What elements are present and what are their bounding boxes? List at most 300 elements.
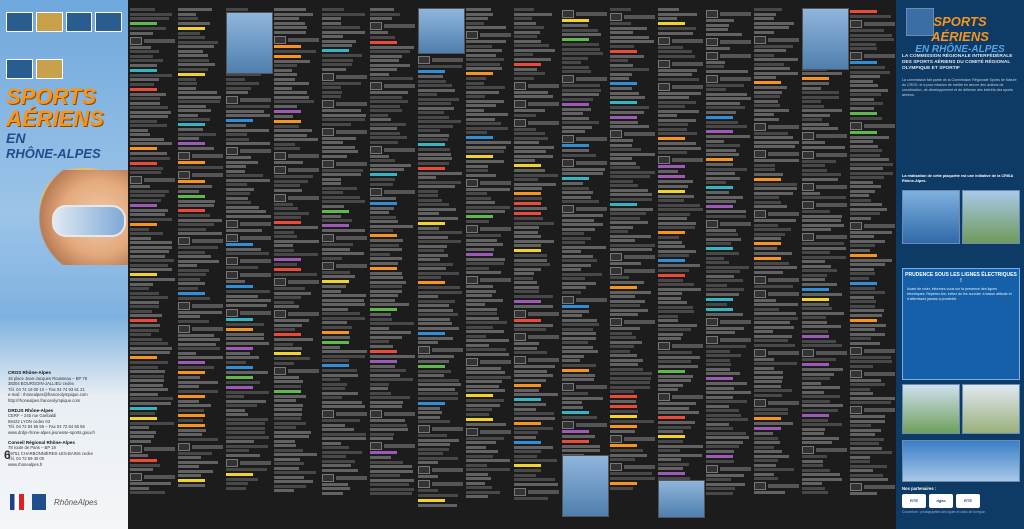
directory-entry-line <box>370 428 408 431</box>
directory-entry-line <box>322 35 343 38</box>
directory-entry-line <box>322 191 343 194</box>
directory-entry-line <box>514 44 549 47</box>
directory-entry-line <box>850 203 882 206</box>
department-header <box>130 446 175 452</box>
directory-entry-line <box>754 446 774 449</box>
directory-entry-line <box>466 367 501 370</box>
directory-entry-line <box>754 491 785 494</box>
directory-entry-line <box>754 145 795 148</box>
directory-entry-line <box>850 287 875 290</box>
discipline-label <box>322 224 349 227</box>
directory-entry-line <box>226 290 270 293</box>
directory-entry-line <box>322 243 353 246</box>
right-title-line2: EN RHÔNE-ALPES <box>915 44 1005 55</box>
directory-entry-line <box>130 397 173 400</box>
directory-entry-line <box>706 47 730 50</box>
department-header <box>850 484 895 490</box>
directory-entry-line <box>466 146 506 149</box>
directory-entry-line <box>322 109 361 112</box>
department-header <box>850 223 895 229</box>
directory-entry-line <box>178 204 214 207</box>
directory-entry-line <box>466 348 506 351</box>
discipline-label <box>466 72 493 75</box>
discipline-label <box>178 180 205 183</box>
directory-entry-line <box>562 29 598 32</box>
directory-entry-line <box>178 228 206 231</box>
directory-entry-line <box>658 50 692 53</box>
directory-entry-line <box>418 434 447 437</box>
directory-entry-line <box>706 432 746 435</box>
directory-entry-line <box>370 272 402 275</box>
directory-entry-line <box>706 279 743 282</box>
directory-entry-line <box>178 223 214 226</box>
directory-entry-line <box>514 427 553 430</box>
directory-entry-line <box>370 387 388 390</box>
directory-entry-line <box>130 46 151 49</box>
discipline-label <box>706 116 733 119</box>
directory-entry-line <box>178 214 210 217</box>
directory-entry-line <box>418 309 453 312</box>
directory-entry-line <box>418 185 455 188</box>
directory-entry-line <box>562 286 586 289</box>
directory-entry-line <box>514 431 538 434</box>
directory-entry-line <box>562 66 589 69</box>
directory-entry-line <box>514 141 539 144</box>
directory-entry-line <box>178 356 223 359</box>
department-header <box>802 350 847 356</box>
directory-entry-line <box>706 409 739 412</box>
discipline-label <box>274 120 301 123</box>
directory-entry-line <box>466 423 506 426</box>
directory-entry-line <box>418 245 447 248</box>
directory-entry-line <box>130 426 149 429</box>
directory-entry-line <box>178 68 208 71</box>
directory-entry-line <box>706 387 734 390</box>
directory-entry-line <box>706 177 740 180</box>
directory-entry-line <box>802 118 822 121</box>
directory-entry-line <box>322 187 357 190</box>
directory-entry-line <box>226 395 244 398</box>
directory-entry-line <box>130 237 151 240</box>
department-header <box>754 211 799 217</box>
department-header <box>274 279 319 285</box>
discipline-label <box>130 162 157 165</box>
directory-entry-line <box>466 40 506 43</box>
directory-entry-line <box>130 111 171 114</box>
directory-entry-line <box>754 455 789 458</box>
directory-entry-line <box>610 304 640 307</box>
directory-entry-line <box>418 236 448 239</box>
directory-entry-line <box>370 355 415 358</box>
directory-entry-line <box>466 473 488 476</box>
discipline-label <box>130 22 157 25</box>
directory-entry-line <box>370 183 393 186</box>
directory-entry-line <box>466 243 503 246</box>
directory-entry-line <box>610 354 637 357</box>
contact-cros: CROS Rhône-Alpes 16 place Jean-Jacques Rousseau – BP 79 38304 BOURGOIN-JALLIEU cedex Tél. 04 74 19 00 10 – Fax 04 74 93 61 21 e-mail : rhonealpes@franceolympique.com http://rhonealpes.franceolympique.com <box>8 370 88 403</box>
department-header <box>322 101 367 107</box>
directory-entry-line <box>658 328 691 331</box>
directory-entry-line <box>514 17 532 20</box>
directory-entry-line <box>322 428 354 431</box>
discipline-label <box>226 386 253 389</box>
directory-entry-line <box>610 400 636 403</box>
directory-entry-line <box>658 279 683 282</box>
directory-entry-line <box>754 118 779 121</box>
discipline-label <box>658 472 685 475</box>
directory-entry-line <box>130 194 165 197</box>
directory-entry-line <box>562 282 596 285</box>
directory-entry-line <box>802 256 846 259</box>
directory-entry-line <box>226 174 263 177</box>
directory-entry-line <box>850 465 887 468</box>
directory-entry-line <box>706 492 733 495</box>
directory-entry-line <box>226 449 249 452</box>
discipline-label <box>274 110 301 113</box>
discipline-label <box>370 202 397 205</box>
directory-entry-line <box>130 78 159 81</box>
directory-entry-line <box>370 118 391 121</box>
discipline-label <box>466 136 493 139</box>
directory-entry-line <box>658 46 683 49</box>
department-header <box>802 447 847 453</box>
directory-entry-line <box>706 474 744 477</box>
directory-entry-line <box>514 169 545 172</box>
directory-entry-line <box>754 362 797 365</box>
directory-entry-line <box>706 121 738 124</box>
directory-entry-line <box>850 249 870 252</box>
directory-entry-line <box>514 31 540 34</box>
directory-entry-line <box>562 374 595 377</box>
directory-entry-line <box>658 292 682 295</box>
discipline-label <box>706 186 733 189</box>
directory-entry-line <box>562 255 593 258</box>
directory-entry-line <box>226 371 268 374</box>
directory-entry-line <box>802 242 844 245</box>
directory-entry-line <box>658 222 696 225</box>
discipline-label <box>178 371 205 374</box>
discipline-label <box>610 50 637 53</box>
directory-entry-line <box>370 211 389 214</box>
directory-entry-line <box>610 390 634 393</box>
directory-entry-line <box>322 141 343 144</box>
directory-entry-line <box>562 250 581 253</box>
directory-entry-line <box>322 219 352 222</box>
directory-entry-line <box>130 264 168 267</box>
directory-entry-line <box>274 226 318 229</box>
department-header <box>610 131 655 137</box>
department-header <box>850 348 895 354</box>
department-header <box>322 129 367 135</box>
directory-entry-line <box>706 368 730 371</box>
directory-entry-line <box>418 411 442 414</box>
directory-entry-line <box>274 17 299 20</box>
directory-entry-line <box>274 385 301 388</box>
directory-entry-line <box>658 78 699 81</box>
discipline-label <box>562 430 589 433</box>
directory-entry-line <box>178 133 216 136</box>
directory-entry-line <box>658 269 689 272</box>
directory-entry-line <box>418 295 438 298</box>
discipline-label <box>514 398 541 401</box>
directory-entry-line <box>322 312 360 315</box>
directory-entry-line <box>754 91 782 94</box>
department-header <box>706 76 751 82</box>
directory-entry-line <box>370 50 410 53</box>
directory-entry-line <box>130 454 148 457</box>
directory-entry-line <box>370 253 390 256</box>
directory-entry-line <box>514 478 555 481</box>
directory-entry-line <box>226 352 250 355</box>
discipline-label <box>802 414 829 417</box>
directory-entry-line <box>322 469 358 472</box>
directory-entry-line <box>754 330 773 333</box>
directory-entry-line <box>754 367 774 370</box>
directory-entry-line <box>754 54 774 57</box>
discipline-label <box>322 364 349 367</box>
directory-entry-line <box>754 299 776 302</box>
department-header <box>610 464 655 470</box>
directory-entry-line <box>850 383 885 386</box>
discipline-label <box>370 350 397 353</box>
directory-entry-line <box>754 262 789 265</box>
directory-entry-line <box>706 200 736 203</box>
directory-entry-line <box>802 251 830 254</box>
directory-entry-line <box>610 226 633 229</box>
directory-entry-line <box>610 345 634 348</box>
directory-entry-line <box>466 404 500 407</box>
directory-entry-line <box>322 229 365 232</box>
directory-entry-line <box>754 13 776 16</box>
directory-entry-line <box>178 255 211 258</box>
directory-entry-line <box>274 244 293 247</box>
directory-entry-line <box>418 439 459 442</box>
directory-entry-line <box>274 50 316 53</box>
directory-entry-line <box>658 250 696 253</box>
directory-entry-line <box>802 377 830 380</box>
directory-entry-line <box>226 206 259 209</box>
directory-entry-line <box>706 163 733 166</box>
directory-entry-line <box>418 327 459 330</box>
directory-entry-line <box>226 391 269 394</box>
directory-entry-line <box>466 335 486 338</box>
directory-entry-line <box>178 13 196 16</box>
directory-entry-line <box>802 404 843 407</box>
directory-entry-line <box>610 336 636 339</box>
directory-entry-line <box>274 453 317 456</box>
directory-entry-line <box>226 418 268 421</box>
discipline-label <box>562 103 589 106</box>
directory-entry-line <box>322 369 357 372</box>
discipline-label <box>418 143 445 146</box>
directory-entry-line <box>370 248 402 251</box>
directory-entry-line <box>706 181 726 184</box>
directory-entry-line <box>610 300 645 303</box>
directory-entry-line <box>706 441 743 444</box>
directory-entry-line <box>706 450 734 453</box>
directory-entry-line <box>754 224 778 227</box>
directory-entry-line <box>418 98 459 101</box>
directory-entry-line <box>562 168 605 171</box>
directory-entry-line <box>178 409 204 412</box>
directory-entry-line <box>322 146 355 149</box>
discipline-label <box>562 19 589 22</box>
directory-entry-line <box>178 343 216 346</box>
directory-entry-line <box>418 300 455 303</box>
directory-entry-line <box>274 435 309 438</box>
discipline-label <box>466 215 493 218</box>
directory-column <box>226 8 271 522</box>
directory-entry-line <box>274 480 313 483</box>
directory-entry-line <box>370 401 403 404</box>
directory-entry-line <box>130 250 169 253</box>
discipline-label <box>802 335 829 338</box>
directory-entry-line <box>274 362 294 365</box>
directory-entry-line <box>466 160 504 163</box>
discipline-label <box>610 425 637 428</box>
department-header <box>370 443 415 449</box>
directory-entry-line <box>274 235 297 238</box>
directory-entry-line <box>466 326 493 329</box>
department-header <box>274 153 319 159</box>
directory-entry-line <box>274 249 294 252</box>
directory-entry-line <box>322 182 341 185</box>
directory-entry-line <box>274 143 295 146</box>
directory-entry-line <box>706 396 733 399</box>
directory-entry-line <box>850 429 881 432</box>
directory-entry-line <box>466 188 510 191</box>
directory-entry-line <box>514 58 551 61</box>
discipline-label <box>178 414 205 417</box>
directory-entry-line <box>658 264 700 267</box>
directory-entry-line <box>226 431 265 434</box>
directory-entry-line <box>514 244 541 247</box>
directory-entry-line <box>562 364 596 367</box>
discipline-label <box>178 73 205 76</box>
discipline-label <box>658 274 685 277</box>
directory-entry-line <box>850 379 881 382</box>
directory-entry-line <box>514 132 545 135</box>
directory-entry-line <box>850 309 884 312</box>
directory-entry-line <box>610 175 650 178</box>
directory-entry-line <box>802 344 842 347</box>
discipline-label <box>850 254 877 257</box>
directory-column <box>418 8 463 522</box>
directory-entry-line <box>322 464 351 467</box>
discipline-label <box>706 298 733 301</box>
directory-entry-line <box>322 54 362 57</box>
department-header <box>754 124 799 130</box>
directory-entry-line <box>514 286 539 289</box>
directory-entry-line <box>130 27 166 30</box>
directory-entry-line <box>514 13 552 16</box>
discipline-label <box>466 253 493 256</box>
directory-entry-line <box>562 117 589 120</box>
directory-entry-line <box>226 133 247 136</box>
directory-entry-line <box>322 350 367 353</box>
directory-entry-line <box>466 63 500 66</box>
directory-entry-line <box>370 383 389 386</box>
directory-entry-line <box>658 119 696 122</box>
directory-entry-line <box>130 435 154 438</box>
directory-entry-line <box>178 96 221 99</box>
directory-entry-line <box>802 224 844 227</box>
directory-entry-line <box>610 139 633 142</box>
directory-entry-line <box>802 278 825 281</box>
directory-entry-line <box>658 73 692 76</box>
department-header <box>322 263 367 269</box>
directory-entry-line <box>370 239 403 242</box>
directory-entry-line <box>466 122 501 125</box>
department-header <box>514 489 559 495</box>
directory-entry-line <box>418 420 450 423</box>
directory-entry-line <box>274 449 303 452</box>
directory-entry-line <box>850 478 888 481</box>
department-header <box>466 277 511 283</box>
directory-entry-line <box>274 231 294 234</box>
discipline-label <box>658 370 685 373</box>
directory-entry-line <box>754 408 788 411</box>
discipline-label <box>322 280 349 283</box>
directory-entry-line <box>562 392 588 395</box>
directory-entry-line <box>610 40 654 43</box>
photo-credit: Couverture : photographies des ligues et clubs de la région <box>902 510 986 514</box>
directory-entry-line <box>658 123 688 126</box>
directory-entry-line <box>274 91 307 94</box>
directory-entry-line <box>658 101 696 104</box>
directory-entry-line <box>466 82 484 85</box>
discipline-label <box>514 249 541 252</box>
directory-entry-line <box>610 350 630 353</box>
directory-entry-line <box>754 159 799 162</box>
directory-entry-line <box>418 75 443 78</box>
directory-entry-line <box>226 78 245 81</box>
directory-entry-line <box>178 147 214 150</box>
directory-entry-line <box>226 210 266 213</box>
directory-entry-line <box>466 380 502 383</box>
directory-entry-line <box>322 95 341 98</box>
directory-entry-line <box>370 114 388 117</box>
directory-entry-line <box>754 477 778 480</box>
directory-entry-line <box>850 365 873 368</box>
directory-entry-line <box>274 404 303 407</box>
directory-entry-line <box>370 299 395 302</box>
directory-entry-line <box>178 264 197 267</box>
directory-entry-line <box>418 267 446 270</box>
directory-entry-line <box>610 309 648 312</box>
directory-entry-line <box>226 440 254 443</box>
directory-entry-line <box>754 459 778 462</box>
directory-entry-line <box>514 403 546 406</box>
directory-entry-line <box>466 389 505 392</box>
directory-entry-line <box>370 492 412 495</box>
directory-entry-line <box>130 255 165 258</box>
department-header <box>850 371 895 377</box>
directory-entry-line <box>418 148 450 151</box>
directory-entry-line <box>658 105 685 108</box>
directory-entry-line <box>418 240 461 243</box>
discipline-label <box>706 455 733 458</box>
directory-entry-line <box>322 433 366 436</box>
directory-entry-line <box>514 305 553 308</box>
discipline-label <box>706 158 733 161</box>
directory-entry-line <box>274 105 297 108</box>
directory-entry-line <box>754 233 785 236</box>
directory-entry-line <box>610 73 632 76</box>
directory-entry-line <box>466 385 499 388</box>
directory-entry-line <box>706 288 744 291</box>
department-header <box>610 319 655 325</box>
